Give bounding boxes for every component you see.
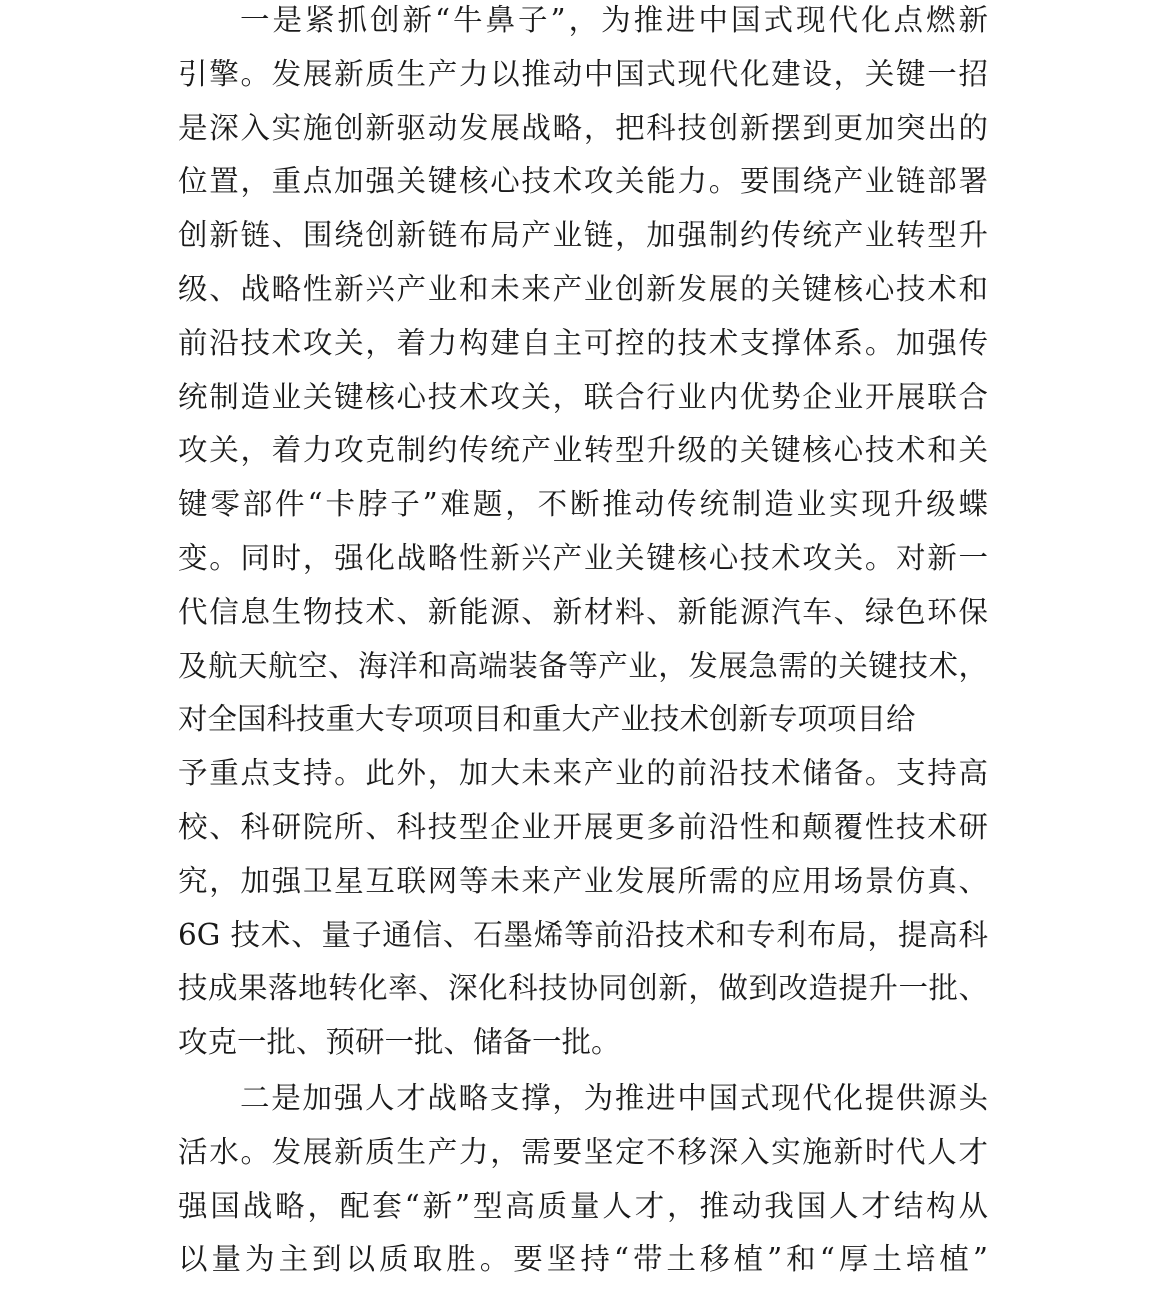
text-line: 6G 技术、量子通信、石墨烯等前沿技术和专利布局，提高科 <box>178 917 988 952</box>
text-line: 一是紧抓创新“牛鼻子”，为推进中国式现代化点燃新 <box>240 3 988 37</box>
text-line: 技成果落地转化率、深化科技协同创新，做到改造提升一批、 <box>178 971 988 1006</box>
text-line: 代信息生物技术、新能源、新材料、新能源汽车、绿色环保 <box>178 594 988 629</box>
text-line: 变。同时，强化战略性新兴产业关键核心技术攻关。对新一 <box>178 540 988 575</box>
text-line: 攻关，着力攻克制约传统产业转型升级的关键核心技术和关 <box>178 433 988 468</box>
text-line: 级、战略性新兴产业和未来产业创新发展的关键核心技术和 <box>178 271 988 306</box>
text-line: 强国战略，配套“新”型高质量人才，推动我国人才结构从 <box>178 1188 988 1223</box>
text-line: 对全国科技重大专项项目和重大产业技术创新专项项目给 <box>178 702 916 737</box>
text-line: 键零部件“卡脖子”难题，不断推动传统制造业实现升级蝶 <box>178 487 988 522</box>
text-line: 二是加强人才战略支撑，为推进中国式现代化提供源头 <box>240 1080 988 1115</box>
paragraph-innovation <box>178 0 988 1076</box>
text-line: 是深入实施创新驱动发展战略，把科技创新摆到更加突出的 <box>178 110 988 145</box>
body-text <box>178 0 988 1293</box>
paragraph-talent <box>178 1078 988 1293</box>
text-line: 攻克一批、预研一批、储备一批。 <box>178 1025 621 1060</box>
text-line: 活水。发展新质生产力，需要坚定不移深入实施新时代人才 <box>178 1134 988 1169</box>
text-line: 校、科研院所、科技型企业开展更多前沿性和颠覆性技术研 <box>178 809 988 844</box>
text-line: 以量为主到以质取胜。要坚持“带土移植”和“厚土培植” <box>178 1242 988 1277</box>
text-line: 引擎。发展新质生产力以推动中国式现代化建设，关键一招 <box>178 56 988 91</box>
text-line: 及航天航空、海洋和高端装备等产业，发展急需的关键技术， <box>178 648 988 683</box>
text-line: 予重点支持。此外，加大未来产业的前沿技术储备。支持高 <box>178 756 988 791</box>
text-line: 创新链、围绕创新链布局产业链，加强制约传统产业转型升 <box>178 218 988 253</box>
text-line: 位置，重点加强关键核心技术攻关能力。要围绕产业链部署 <box>178 164 988 199</box>
text-line: 前沿技术攻关，着力构建自主可控的技术支撑体系。加强传 <box>178 325 988 360</box>
text-line: 究，加强卫星互联网等未来产业发展所需的应用场景仿真、 <box>178 863 988 898</box>
text-line: 统制造业关键核心技术攻关，联合行业内优势企业开展联合 <box>178 379 988 414</box>
